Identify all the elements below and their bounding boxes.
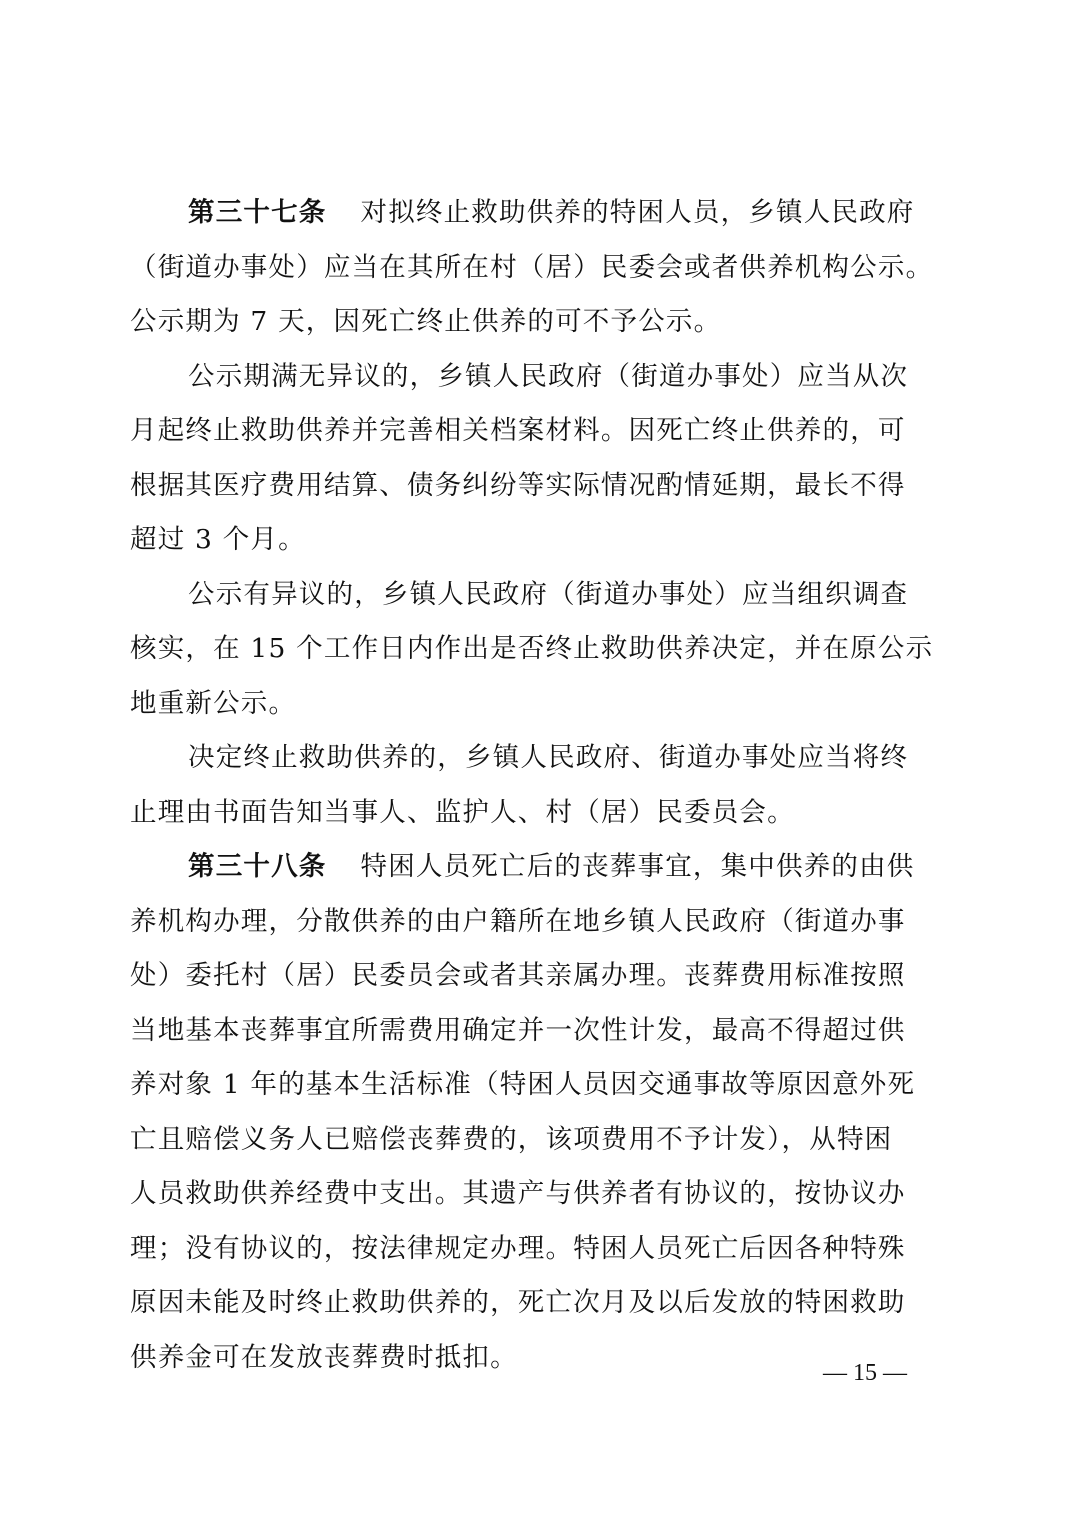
article-38-line-2: 养机构办理，分散供养的由户籍所在地乡镇人民政府（街道办事	[130, 905, 906, 937]
article-38-text: 特困人员死亡后的丧葬事宜，集中供养的由供	[360, 851, 915, 882]
paragraph-3-line-3: 地重新公示。	[130, 687, 297, 719]
page-number: — 15 —	[823, 1360, 907, 1386]
article-37-number: 第三十七条	[188, 197, 327, 228]
article-38-line-8: 理；没有协议的，按法律规定办理。特困人员死亡后因各种特殊	[130, 1232, 906, 1264]
article-38-line-9: 原因未能及时终止救助供养的，死亡次月及以后发放的特困救助	[130, 1287, 906, 1318]
paragraph-4-line-2: 止理由书面告知当事人、监护人、村（居）民委员会。	[130, 796, 795, 828]
article-38-line-4: 当地基本丧葬事宜所需费用确定并一次性计发，最高不得超过供	[130, 1014, 906, 1046]
paragraph-3-line-1: 公示有异议的，乡镇人民政府（街道办事处）应当组织调查	[188, 578, 909, 610]
article-38-number: 第三十八条	[188, 851, 327, 882]
paragraph-2-line-4: 超过 3 个月。	[130, 524, 306, 555]
article-37-line-1	[130, 186, 944, 241]
document-body	[130, 186, 944, 1385]
paragraph-4-line-1: 决定终止救助供养的，乡镇人民政府、街道办事处应当将终	[188, 742, 909, 773]
paragraph-2-line-3: 根据其医疗费用结算、债务纠纷等实际情况酌情延期，最长不得	[130, 469, 906, 501]
article-38-line-1	[130, 840, 944, 895]
article-38-line-6: 亡且赔偿义务人已赔偿丧葬费的，该项费用不予计发），从特困	[130, 1123, 893, 1155]
article-38-line-5: 养对象 1 年的基本生活标准（特困人员因交通事故等原因意外死	[130, 1069, 916, 1100]
article-38-line-3: 处）委托村（居）民委员会或者其亲属办理。丧葬费用标准按照	[130, 960, 906, 991]
article-38-line-10: 供养金可在发放丧葬费时抵扣。	[130, 1341, 518, 1373]
paragraph-2-line-1: 公示期满无异议的，乡镇人民政府（街道办事处）应当从次	[188, 360, 909, 392]
article-37-line-2: （街道办事处）应当在其所在村（居）民委会或者供养机构公示。	[130, 251, 934, 283]
paragraph-2-line-2: 月起终止救助供养并完善相关档案材料。因死亡终止供养的，可	[130, 415, 906, 446]
article-38-line-7: 人员救助供养经费中支出。其遗产与供养者有协议的，按协议办	[130, 1178, 906, 1209]
article-37-text: 对拟终止救助供养的特困人员，乡镇人民政府	[360, 197, 915, 228]
article-37-line-3: 公示期为 7 天，因死亡终止供养的可不予公示。	[130, 306, 722, 337]
paragraph-3-line-2: 核实，在 15 个工作日内作出是否终止救助供养决定，并在原公示	[130, 633, 934, 664]
